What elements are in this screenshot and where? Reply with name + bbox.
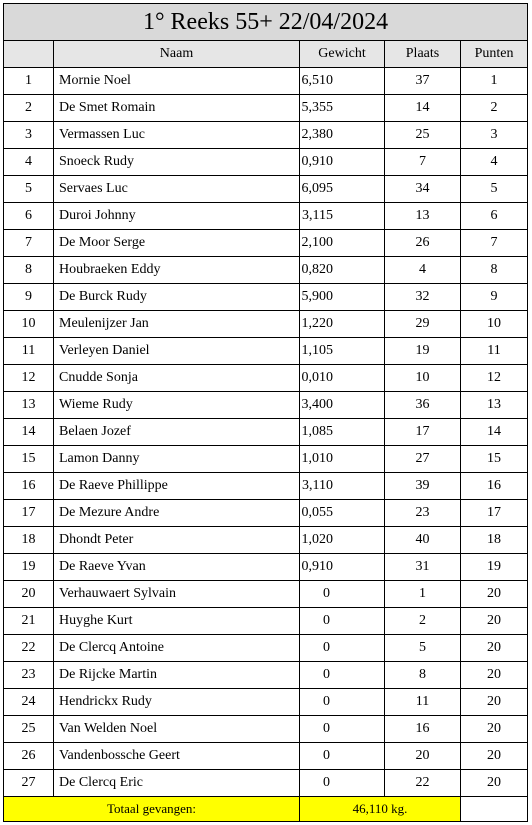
row-place: 7 [385,149,461,176]
row-weight: 3,115 [300,203,385,230]
row-weight: 3,110 [300,473,385,500]
row-number: 27 [4,770,54,797]
table-row [4,95,528,122]
row-number: 1 [4,68,54,95]
row-points: 11 [461,338,528,365]
row-number: 9 [4,284,54,311]
row-weight: 2,100 [300,230,385,257]
row-name: Vandenbossche Geert [54,743,300,770]
row-points: 2 [461,95,528,122]
row-name: Verleyen Daniel [54,338,300,365]
row-place: 32 [385,284,461,311]
row-number: 12 [4,365,54,392]
row-points: 18 [461,527,528,554]
table-row [4,716,528,743]
table-row [4,122,528,149]
table-row [4,662,528,689]
row-name: De Smet Romain [54,95,300,122]
row-place: 34 [385,176,461,203]
table-row [4,446,528,473]
row-place: 39 [385,473,461,500]
row-points: 16 [461,473,528,500]
row-weight: 0 [300,608,385,635]
row-name: Verhauwaert Sylvain [54,581,300,608]
row-name: Van Welden Noel [54,716,300,743]
total-row [4,797,528,822]
row-place: 25 [385,122,461,149]
row-weight: 0,820 [300,257,385,284]
row-points: 13 [461,392,528,419]
row-weight: 1,020 [300,527,385,554]
total-empty-cell [461,797,528,822]
row-number: 8 [4,257,54,284]
table-row [4,338,528,365]
header-name: Naam [54,41,300,68]
row-weight: 0,910 [300,149,385,176]
row-place: 26 [385,230,461,257]
row-weight: 1,105 [300,338,385,365]
row-name: De Clercq Antoine [54,635,300,662]
table-row [4,230,528,257]
row-weight: 2,380 [300,122,385,149]
row-points: 1 [461,68,528,95]
row-place: 17 [385,419,461,446]
row-points: 9 [461,284,528,311]
row-points: 8 [461,257,528,284]
row-weight: 0,910 [300,554,385,581]
row-number: 17 [4,500,54,527]
row-weight: 0 [300,716,385,743]
results-sheet [3,3,527,822]
row-name: Vermassen Luc [54,122,300,149]
row-number: 15 [4,446,54,473]
row-points: 20 [461,743,528,770]
row-points: 19 [461,554,528,581]
row-name: Cnudde Sonja [54,365,300,392]
row-weight: 1,220 [300,311,385,338]
row-weight: 0,055 [300,500,385,527]
header-number [4,41,54,68]
row-points: 17 [461,500,528,527]
row-number: 21 [4,608,54,635]
row-place: 40 [385,527,461,554]
sheet-title: 1° Reeks 55+ 22/04/2024 [4,4,528,41]
row-weight: 5,355 [300,95,385,122]
row-place: 16 [385,716,461,743]
row-points: 14 [461,419,528,446]
total-value: 46,110 kg. [300,797,461,822]
row-name: De Raeve Yvan [54,554,300,581]
row-number: 10 [4,311,54,338]
row-weight: 6,095 [300,176,385,203]
row-points: 20 [461,770,528,797]
row-number: 4 [4,149,54,176]
row-weight: 0 [300,662,385,689]
row-name: De Moor Serge [54,230,300,257]
row-points: 20 [461,635,528,662]
table-row [4,392,528,419]
row-name: Belaen Jozef [54,419,300,446]
row-name: Mornie Noel [54,68,300,95]
row-place: 1 [385,581,461,608]
results-table [3,3,528,822]
table-row [4,284,528,311]
total-label: Totaal gevangen: [4,797,300,822]
row-weight: 0 [300,689,385,716]
row-number: 5 [4,176,54,203]
header-place: Plaats [385,41,461,68]
row-number: 7 [4,230,54,257]
row-weight: 0 [300,635,385,662]
row-place: 8 [385,662,461,689]
row-points: 20 [461,608,528,635]
table-row [4,68,528,95]
row-name: Lamon Danny [54,446,300,473]
table-row [4,500,528,527]
row-number: 2 [4,95,54,122]
row-weight: 1,085 [300,419,385,446]
table-row [4,527,528,554]
row-place: 10 [385,365,461,392]
row-number: 24 [4,689,54,716]
row-number: 6 [4,203,54,230]
row-name: De Clercq Eric [54,770,300,797]
row-place: 29 [385,311,461,338]
header-weight: Gewicht [300,41,385,68]
row-number: 18 [4,527,54,554]
table-row [4,176,528,203]
row-points: 20 [461,581,528,608]
table-row [4,419,528,446]
row-weight: 0 [300,581,385,608]
row-name: Houbraeken Eddy [54,257,300,284]
row-name: Duroi Johnny [54,203,300,230]
row-number: 26 [4,743,54,770]
row-weight: 0,010 [300,365,385,392]
row-points: 20 [461,689,528,716]
row-weight: 0 [300,770,385,797]
row-name: De Rijcke Martin [54,662,300,689]
row-points: 5 [461,176,528,203]
row-place: 37 [385,68,461,95]
row-name: De Mezure Andre [54,500,300,527]
row-place: 20 [385,743,461,770]
table-row [4,473,528,500]
row-place: 23 [385,500,461,527]
table-row [4,149,528,176]
table-row [4,365,528,392]
header-row [4,41,528,68]
row-name: Meulenijzer Jan [54,311,300,338]
row-name: De Burck Rudy [54,284,300,311]
row-points: 3 [461,122,528,149]
row-points: 6 [461,203,528,230]
table-row [4,257,528,284]
row-number: 19 [4,554,54,581]
row-weight: 0 [300,743,385,770]
row-name: Servaes Luc [54,176,300,203]
table-row [4,635,528,662]
row-name: Huyghe Kurt [54,608,300,635]
row-points: 4 [461,149,528,176]
row-number: 20 [4,581,54,608]
row-place: 4 [385,257,461,284]
row-place: 27 [385,446,461,473]
row-number: 25 [4,716,54,743]
row-place: 14 [385,95,461,122]
row-number: 22 [4,635,54,662]
table-row [4,770,528,797]
table-row [4,608,528,635]
row-name: Dhondt Peter [54,527,300,554]
row-place: 5 [385,635,461,662]
row-place: 31 [385,554,461,581]
row-number: 11 [4,338,54,365]
row-number: 23 [4,662,54,689]
row-place: 11 [385,689,461,716]
row-name: Snoeck Rudy [54,149,300,176]
row-name: Wieme Rudy [54,392,300,419]
row-place: 36 [385,392,461,419]
row-weight: 5,900 [300,284,385,311]
table-row [4,554,528,581]
row-number: 13 [4,392,54,419]
table-row [4,203,528,230]
row-points: 12 [461,365,528,392]
row-place: 2 [385,608,461,635]
row-place: 19 [385,338,461,365]
row-place: 13 [385,203,461,230]
row-name: Hendrickx Rudy [54,689,300,716]
row-points: 20 [461,716,528,743]
table-row [4,581,528,608]
row-weight: 6,510 [300,68,385,95]
title-row [4,4,528,41]
row-points: 20 [461,662,528,689]
row-name: De Raeve Phillippe [54,473,300,500]
row-number: 3 [4,122,54,149]
header-points: Punten [461,41,528,68]
row-number: 16 [4,473,54,500]
row-place: 22 [385,770,461,797]
row-number: 14 [4,419,54,446]
row-points: 15 [461,446,528,473]
table-row [4,689,528,716]
row-weight: 3,400 [300,392,385,419]
row-points: 10 [461,311,528,338]
row-points: 7 [461,230,528,257]
table-row [4,311,528,338]
row-weight: 1,010 [300,446,385,473]
table-row [4,743,528,770]
